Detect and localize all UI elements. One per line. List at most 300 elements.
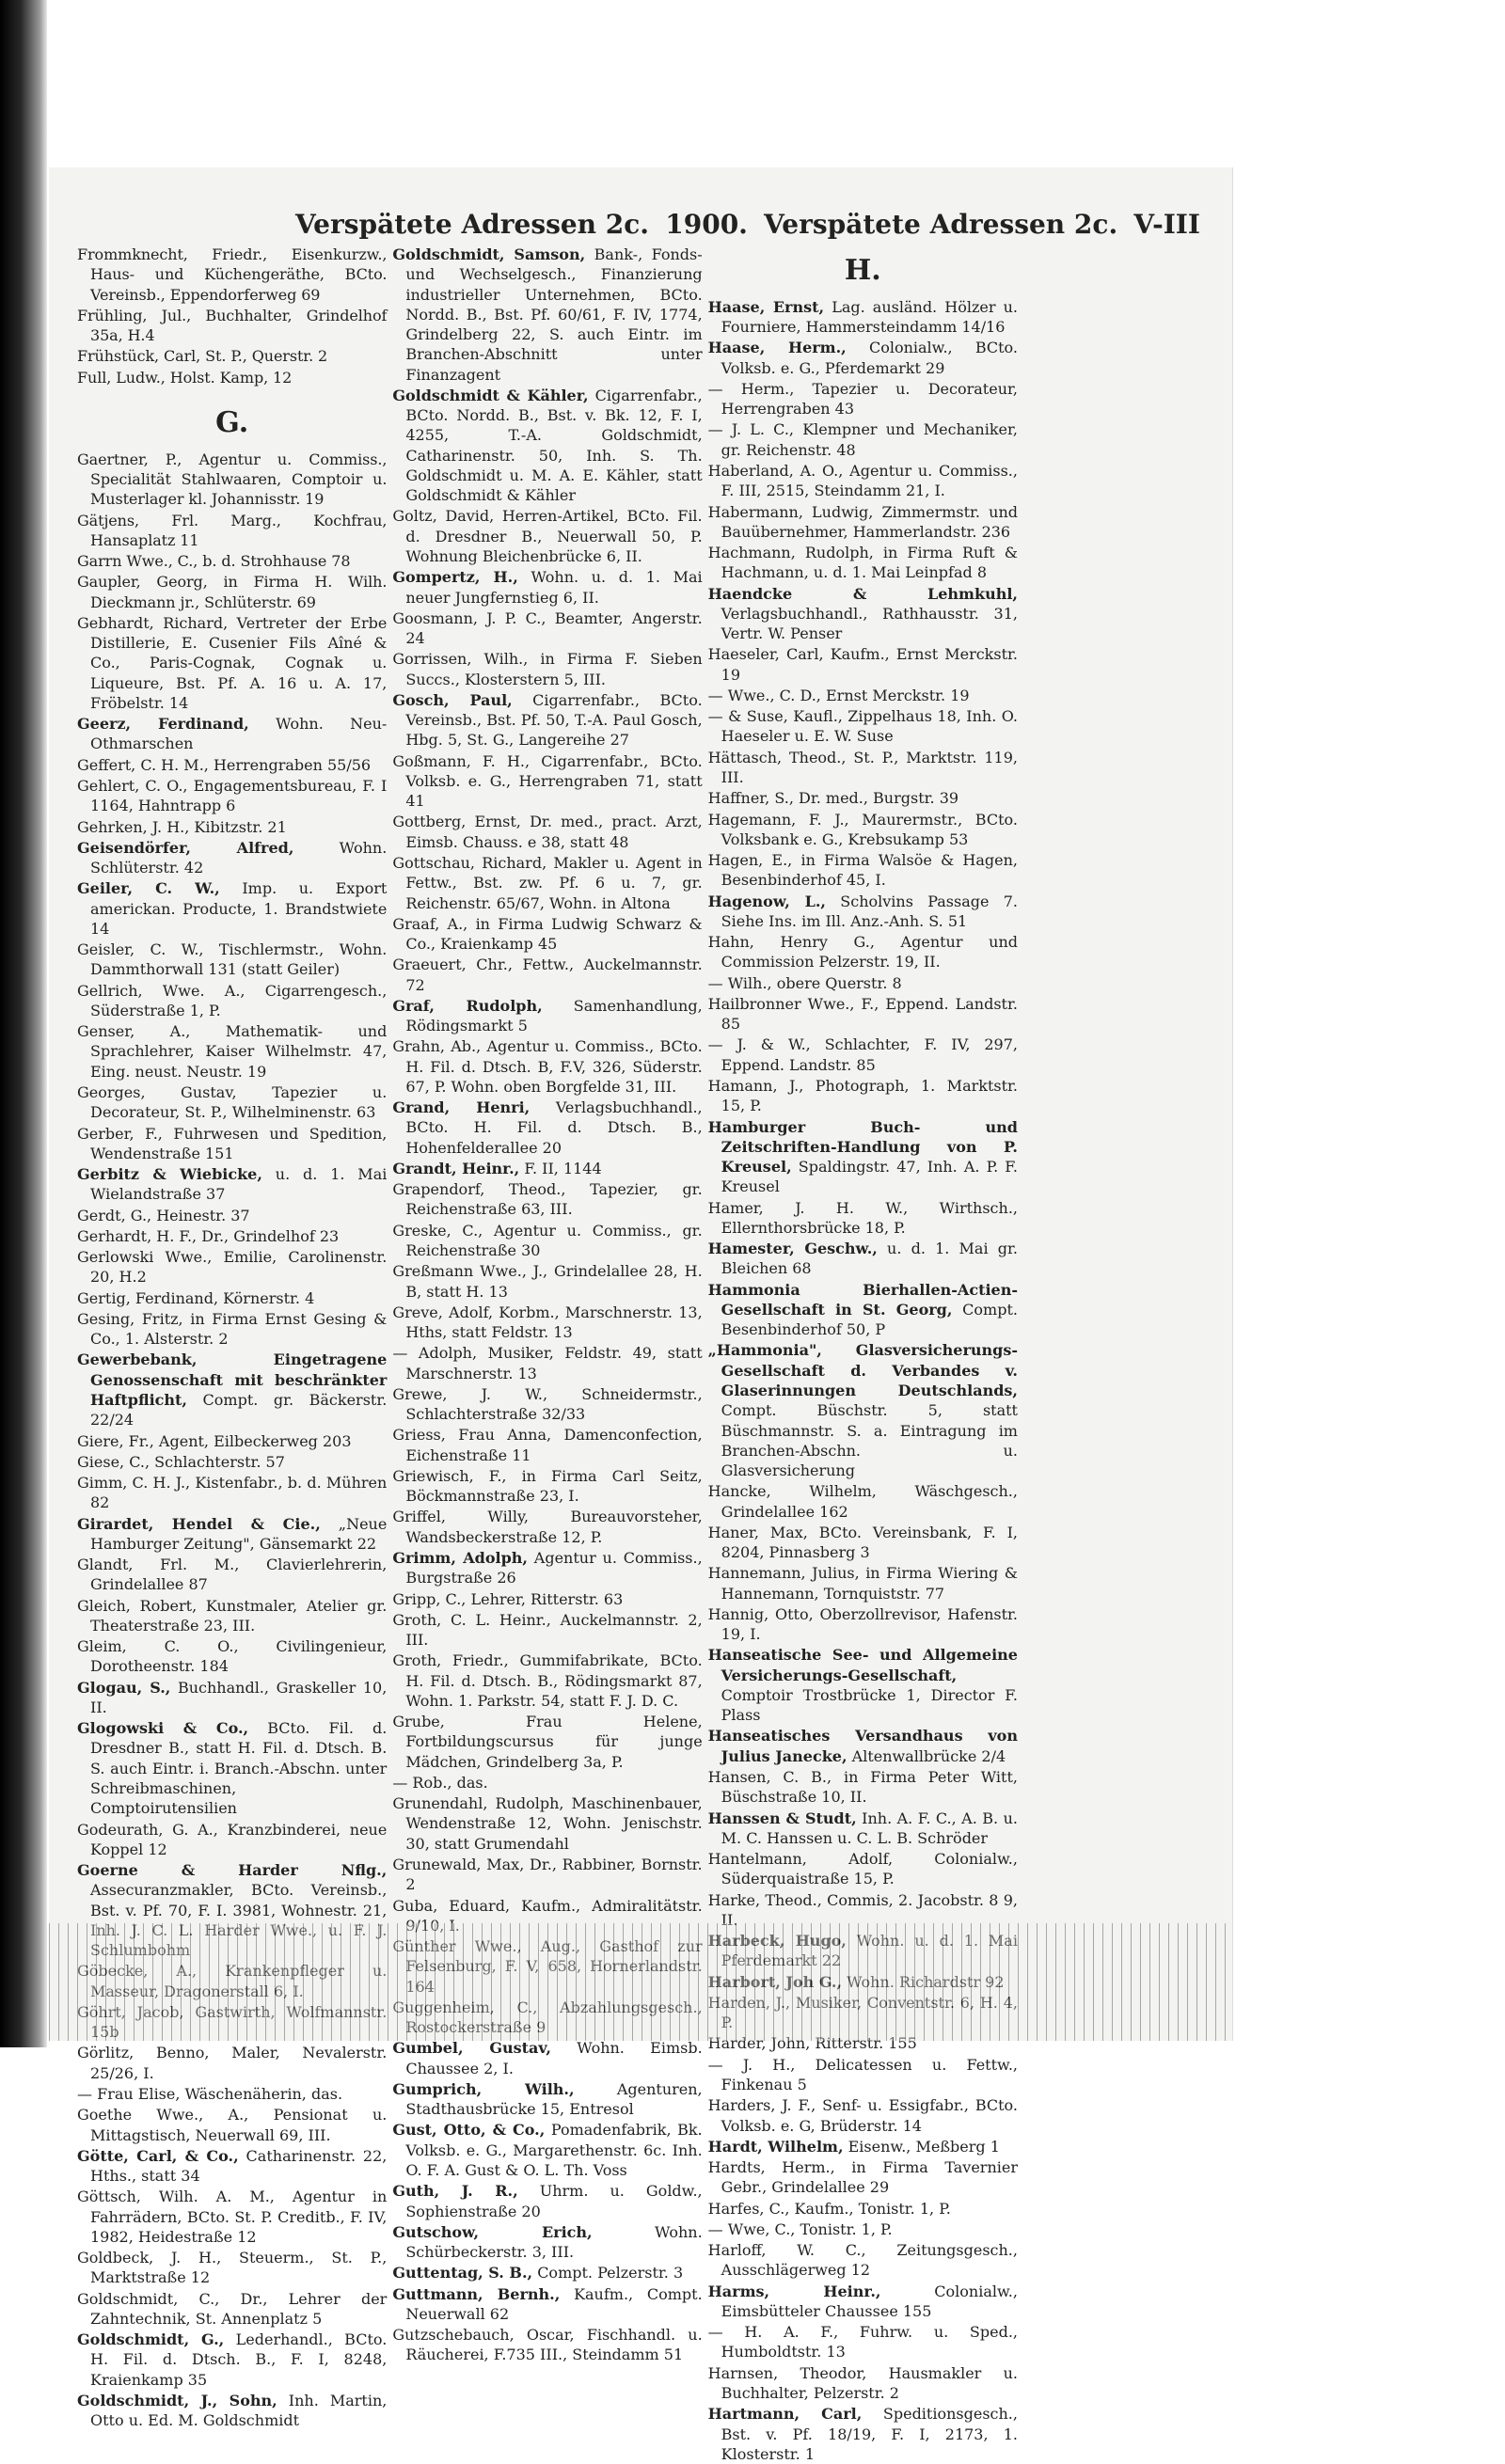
entry-name: Harfes, C., xyxy=(707,2199,790,2218)
entry-details: Krankenpfleger u. Masseur, Dragonerstall 6, I. xyxy=(90,1962,388,2000)
entry-details: St. P., Marktstr. 119, III. xyxy=(721,748,1018,786)
entry-details: Schneidermstr., Schlachterstraße 32/33 xyxy=(405,1384,703,1424)
entry-name: Gosch, Paul, xyxy=(392,690,513,709)
entry-details: Inh. A. F. C., A. B. u. M. C. Hanssen u. C. L. B. Schröder xyxy=(721,1809,1018,1847)
directory-entry xyxy=(708,1849,1018,1889)
entry-name: Harder, John, xyxy=(707,2034,811,2053)
directory-entry xyxy=(392,1303,702,1343)
entry-details: Cigarrengesch., Süderstraße 1, P. xyxy=(90,981,388,1019)
entry-details: in Firma Ludwig Schwarz & Co., Kraienkamp 45 xyxy=(405,914,703,954)
directory-entry xyxy=(392,1651,702,1711)
entry-name: — J. & W., xyxy=(707,1035,811,1054)
entry-details: Eisenw., Meßberg 1 xyxy=(848,2137,1000,2156)
directory-entry xyxy=(708,1523,1018,1563)
entry-name: Hamburger Buch- und Zeitschriften-Handlung von P. Kreusel, xyxy=(707,1117,1018,1177)
entry-details: Emilie, Carolinenstr. 20, H.2 xyxy=(90,1248,388,1287)
entry-details: Kibitzstr. 21 xyxy=(194,817,287,836)
directory-entry xyxy=(708,2095,1018,2136)
entry-name: Haase, Herm., xyxy=(707,339,847,357)
entry-name: Geffert, C. H. M., xyxy=(77,755,209,774)
entry-details: Wäschenäherin, das. xyxy=(184,2085,343,2103)
entry-name: Georges, Gustav, xyxy=(77,1082,237,1101)
entry-details: Gastwirth, Wolfmannstr. 15b xyxy=(90,2002,388,2042)
directory-entry xyxy=(77,714,387,754)
directory-page xyxy=(49,167,1233,2463)
entry-name: Gerdt, G., xyxy=(77,1206,152,1224)
directory-entry xyxy=(708,2322,1018,2362)
entry-details: Kochfrau, Hansaplatz 11 xyxy=(90,511,388,549)
entry-details: Dr. med., pract. Arzt, Eimsb. Chauss. e 38, statt 48 xyxy=(405,813,703,851)
entry-name: Grube, Frau Helene, xyxy=(392,1713,703,1731)
entry-details: in Firma H. Wilh. Dieckmann jr., Schlüterstr. 69 xyxy=(90,573,388,611)
directory-entry xyxy=(708,297,1018,338)
entry-details: Agent, Eilbeckerweg 203 xyxy=(158,1431,352,1450)
entry-name: Guggenheim, C., xyxy=(392,1998,538,2016)
directory-entry xyxy=(392,2325,702,2365)
entry-details: Wohn. Richardstr 92 xyxy=(847,1972,1005,1991)
entry-name: Griess, Frau Anna, xyxy=(392,1426,552,1445)
directory-entry xyxy=(77,2289,387,2330)
entry-details: Civilingenieur, Dorotheenstr. 184 xyxy=(90,1637,388,1676)
directory-entry xyxy=(77,1636,387,1677)
directory-entry xyxy=(708,379,1018,419)
page-number: V-III xyxy=(1133,208,1200,240)
directory-entry xyxy=(77,1021,387,1082)
entry-details: St. P., Querstr. 2 xyxy=(205,347,328,366)
entry-details: Cigarrenfabr., BCto. Volksb. e. G., Herrengraben 71, statt 41 xyxy=(405,751,703,811)
directory-entry xyxy=(708,1198,1018,1239)
directory-entry xyxy=(708,644,1018,685)
entry-name: Hahn, Henry G., xyxy=(707,933,875,952)
entry-details: Buchhalter, Grindelhof 35a, H.4 xyxy=(90,306,388,345)
directory-entry xyxy=(392,1098,702,1158)
entry-details: Speditionsgesch., Bst. v. Pf. 18/19, F. I, 2173, 1. Klosterstr. 1 xyxy=(721,2405,1018,2463)
entry-name: Hamann, J., xyxy=(707,1076,804,1095)
entry-details: „Neue Hamburger Zeitung", Gänsemarkt 22 xyxy=(90,1514,388,1553)
entry-details: Lederhandl., BCto. H. Fil. d. Dtsch. B., F. I, 8248, Kraienkamp 35 xyxy=(90,2330,388,2389)
entry-name: Guba, Eduard, xyxy=(392,1896,511,1915)
entry-name: Göhrt, Jacob, xyxy=(77,2002,184,2021)
entry-details: Wohn. Schlüterstr. 42 xyxy=(90,838,388,877)
entry-name: Grapendorf, Theod., xyxy=(392,1180,566,1199)
entry-details: Agentur in Fahrrädern, BCto. St. P. Creditb., F. IV, 1982, Heidestraße 12 xyxy=(90,2188,388,2246)
entry-name: Harders, J. F., xyxy=(707,2096,816,2115)
entry-name: Grunewald, Max, xyxy=(392,1855,525,1873)
entry-details: Tonistr. 1, P. xyxy=(800,2219,893,2238)
directory-entry xyxy=(392,914,702,955)
entry-name: Greve, Adolf, xyxy=(392,1303,494,1321)
entry-details: Wohn. Eimsb. Chaussee 2, I. xyxy=(405,2039,703,2077)
entry-name: Gutschow, Erich, xyxy=(392,2222,593,2241)
entry-details: obere Querstr. 8 xyxy=(776,973,902,992)
directory-entry xyxy=(77,1555,387,1595)
entry-details: Kaufm., Ernst Merckstr. 19 xyxy=(721,645,1018,684)
entry-details: Uhrm. u. Goldw., Sophienstraße 20 xyxy=(405,2182,703,2220)
directory-entry xyxy=(708,1239,1018,1279)
directory-entry xyxy=(77,1678,387,1718)
directory-entry xyxy=(392,1855,702,1895)
directory-entry xyxy=(77,450,387,510)
entry-details: Mathematik- und Sprachlehrer, Kaiser Wilhelmstr. 47, Eing. neust. Neustr. 19 xyxy=(90,1022,388,1081)
entry-details: Wohn. Neu-Othmarschen xyxy=(90,715,388,753)
entry-details: das. xyxy=(456,1773,488,1792)
entry-name: Goldschmidt, C., xyxy=(77,2289,220,2308)
entry-details: Kaufm., Admiralitätstr. 9/10, I. xyxy=(405,1896,703,1935)
directory-entry xyxy=(77,1288,387,1308)
entry-name: Guttmann, Bernh., xyxy=(392,2284,561,2303)
entry-name: Gertig, Ferdinand, xyxy=(77,1288,219,1307)
directory-entry xyxy=(708,1767,1018,1808)
entry-name: Gätjens, Frl. Marg., xyxy=(77,511,281,529)
directory-entry xyxy=(708,1726,1018,1766)
entry-name: Glandt, Frl. M., xyxy=(77,1556,240,1574)
directory-entry xyxy=(708,810,1018,850)
section-letter-h: H. xyxy=(844,254,881,287)
entry-name: Goldschmidt, J., Sohn, xyxy=(77,2391,277,2409)
entry-details: F. II, 1144 xyxy=(524,1159,602,1177)
entry-details: Colonialw., Eimsbütteler Chaussee 155 xyxy=(721,2282,1018,2320)
entry-details: BCto. Vereinsbank, F. I, 8204, Pinnasberg 3 xyxy=(721,1523,1018,1562)
directory-entry xyxy=(392,2120,702,2180)
entry-details: Dr., Grindelhof 23 xyxy=(201,1226,340,1245)
entry-details: in Firma Carl Seitz, Böckmannstraße 23, I. xyxy=(405,1466,703,1506)
entry-details: Assecuranzmakler, BCto. Vereinsb., Bst. v. Pf. 70, F. I. 3981, Wohnestr. 21, Inh. J. C. L. Harder Wwe., u. F. J. Schlumbohm xyxy=(90,1881,388,1960)
entry-details: Agentur u. Commiss., Burgstraße 26 xyxy=(405,1549,703,1587)
entry-name: Gumprich, Wilh., xyxy=(392,2079,575,2098)
directory-entry xyxy=(708,748,1018,788)
directory-entry xyxy=(77,776,387,816)
entry-name: Harms, Heinr., xyxy=(707,2282,881,2300)
directory-entry xyxy=(708,419,1018,460)
entry-name: „Hammonia", Glasversicherungs-Gesellschaft d. Verbandes v. Glaserinnungen Deutschlands, xyxy=(707,1341,1018,1399)
entry-details: Compt. Pelzerstr. 3 xyxy=(537,2264,684,2282)
entry-details: Kunstmaler, Atelier gr. Theaterstraße 23, III. xyxy=(90,1596,388,1635)
directory-entry xyxy=(708,584,1018,644)
entry-details: Dr., Lehrer der Zahntechnik, St. Annenplatz 5 xyxy=(90,2289,388,2328)
directory-entry xyxy=(392,1712,702,1772)
entry-name: Hachmann, Rudolph, xyxy=(707,544,874,562)
directory-entry xyxy=(392,996,702,1036)
directory-entry xyxy=(392,2263,702,2282)
entry-details: Maschinenbauer, Wendenstraße 12, Wohn. Jenischstr. 30, statt Grumendahl xyxy=(405,1794,703,1853)
entry-name: Garrn Wwe., C., xyxy=(77,552,198,571)
entry-name: Goltz, David, xyxy=(392,507,495,526)
entry-name: — H. A. F., xyxy=(707,2323,839,2342)
directory-entry xyxy=(708,1035,1018,1075)
entry-details: Catharinenstr. 22, Hths., statt 34 xyxy=(90,2146,388,2186)
entry-details: Buchhandl., Graskeller 10, II. xyxy=(90,1678,388,1716)
entry-name: Graaf, A., xyxy=(392,914,468,933)
directory-entry xyxy=(392,955,702,995)
directory-entry xyxy=(392,1343,702,1383)
entry-name: — Herm., xyxy=(707,379,795,398)
entry-details: Senf- u. Essigfabr., BCto. Volksb. e. G, Brüderstr. 14 xyxy=(721,2096,1018,2135)
directory-entry xyxy=(77,1350,387,1429)
entry-name: Grahn, Ab., xyxy=(392,1037,482,1056)
directory-entry xyxy=(77,511,387,551)
entry-details: Agenturen, Stadthausbrücke 15, Entresol xyxy=(405,2079,703,2119)
entry-details: Steuerm., St. P., Marktstraße 12 xyxy=(90,2249,388,2287)
entry-details: Lag. ausländ. Hölzer u. Fourniere, Hammersteindamm 14/16 xyxy=(721,297,1018,337)
entry-details: Körnerstr. 4 xyxy=(223,1288,315,1307)
entry-details: Kistenfabr., b. d. Mühren 82 xyxy=(90,1474,388,1512)
entry-details: in Firma Wiering & Hannemann, Tornquiststr. 77 xyxy=(721,1564,1018,1603)
directory-entry xyxy=(708,2219,1018,2239)
entry-details: Wohn. u. d. 1. Mai Pferdemarkt 22 xyxy=(721,1932,1018,1970)
entry-name: — Rob., xyxy=(392,1773,452,1792)
entry-name: Goldschmidt, Samson, xyxy=(392,245,586,263)
entry-name: Gumbel, Gustav, xyxy=(392,2039,551,2058)
directory-entry xyxy=(708,932,1018,972)
entry-details: Compt. Besenbinderhof 50, P xyxy=(721,1300,1018,1339)
entry-name: Hagenow, L., xyxy=(707,892,826,910)
directory-entry xyxy=(77,2391,387,2431)
entry-details: Gummifabrikate, BCto. H. Fil. d. Dtsch. B., Rödingsmarkt 87, Wohn. 1. Parkstr. 54, statt F. J. D. C. xyxy=(405,1651,703,1710)
directory-entry xyxy=(708,994,1018,1035)
entry-name: Groth, Friedr., xyxy=(392,1651,509,1670)
entry-name: Harke, Theod., xyxy=(707,1890,822,1909)
entry-name: Haffner, S., xyxy=(707,789,794,808)
entry-details: Musiker, Conventstr. 6, H. 4, P. xyxy=(721,1993,1018,2032)
entry-name: Hammonia Bierhallen-Actien-Gesellschaft in St. Georg, xyxy=(707,1280,1018,1319)
column-1 xyxy=(77,245,388,2430)
entry-name: Göttsch, Wilh. A. M., xyxy=(77,2188,275,2206)
entry-details: in Firma F. Sieben Succs., Klosterstern 5, III. xyxy=(405,650,703,688)
directory-entry xyxy=(77,2105,387,2145)
entry-name: Göbecke, A., xyxy=(77,1962,198,1981)
directory-entry xyxy=(392,608,702,649)
entry-name: Günther Wwe., Aug., xyxy=(392,1937,581,1956)
entry-details: Verlagsbuchhandl., Rathhausstr. 31, Vertr. W. Penser xyxy=(721,604,1018,643)
entry-details: u. d. 1. Mai gr. Bleichen 68 xyxy=(721,1240,1018,1278)
directory-entry xyxy=(708,2282,1018,2322)
entry-details: Auckelmannstr. 2, III. xyxy=(405,1610,703,1650)
directory-entry xyxy=(77,1226,387,1246)
column-2-entries xyxy=(392,245,702,2365)
entry-name: Hanseatische See- und Allgemeine Versicherungs-Gesellschaft, xyxy=(707,1646,1018,1684)
header-left-title: Verspätete Adressen 2c. xyxy=(295,208,650,240)
entry-details: Maurermstr., BCto. Volksbank e. G., Krebsukamp 53 xyxy=(721,810,1018,848)
entry-name: Hantelmann, Adolf, xyxy=(707,1850,894,1869)
entry-details: Inh. Martin, Otto u. Ed. M. Goldschmidt xyxy=(90,2391,388,2430)
entry-name: — Wwe., C. D., xyxy=(707,686,821,704)
entry-name: Gerber, F., xyxy=(77,1124,163,1143)
entry-details: Holst. Kamp, 12 xyxy=(169,368,293,387)
entry-name: Gleich, Robert, xyxy=(77,1596,198,1615)
entry-name: Harbeck, Hugo, xyxy=(707,1932,847,1951)
entry-details: Eisenkurzw., Haus- und Küchengeräthe, BCto. Vereinsb., Eppendorferweg 69 xyxy=(90,245,388,304)
entry-details: Makler u. Agent in Fettw., Bst. zw. Pf. 6 u. 7, gr. Reichenstr. 65/67, Wohn. in Altona xyxy=(405,853,703,912)
directory-entry xyxy=(77,1309,387,1350)
directory-entry xyxy=(392,1610,702,1651)
column-1-entries xyxy=(77,450,387,2431)
entry-details: Altenwallbrücke 2/4 xyxy=(851,1746,1006,1765)
entry-name: Goldschmidt & Kähler, xyxy=(392,386,589,404)
directory-entry xyxy=(708,461,1018,501)
entry-details: Herrengraben 55/56 xyxy=(213,755,372,774)
entry-name: Giere, Fr., xyxy=(77,1431,154,1450)
directory-entry xyxy=(392,386,702,506)
entry-name: — J. H., xyxy=(707,2055,796,2074)
entry-name: Haner, Max, xyxy=(707,1523,808,1541)
entry-details: Wohn. Schürbeckerstr. 3, III. xyxy=(405,2222,703,2262)
entry-name: Hanseatisches Versandhaus von Julius Janecke, xyxy=(707,1727,1018,1765)
directory-entry xyxy=(708,788,1018,808)
entry-name: Frühling, Jul., xyxy=(77,306,192,324)
entry-details: Pensionat u. Mittagstisch, Neuerwall 69, III. xyxy=(90,2106,388,2144)
directory-entry xyxy=(708,502,1018,543)
entry-name: Gewerbebank, Eingetragene Genossenschaft mit beschränkter Haftpflicht, xyxy=(77,1350,388,1409)
directory-entry xyxy=(392,812,702,852)
entry-details: Bank-, Fonds- und Wechselgesch., Finanzierung industrieller Unternehmen, BCto. Nordd. B., Bst. Pf. 60/61, F. IV, 1774, Grindelberg 22, S. auch Eintr. im Branchen-Abschnitt unter Finanzagent xyxy=(405,245,703,384)
entry-name: — Adolph, xyxy=(392,1344,478,1363)
directory-entry xyxy=(77,346,387,366)
entry-name: Geiler, C. W., xyxy=(77,879,220,898)
entry-name: Grand, Henri, xyxy=(392,1098,531,1117)
directory-entry xyxy=(708,2137,1018,2156)
entry-details: u. d. 1. Mai Wielandstraße 37 xyxy=(90,1165,388,1204)
directory-entry xyxy=(392,1179,702,1220)
directory-entry xyxy=(77,306,387,346)
entry-name: Gutzschebauch, Oscar, xyxy=(392,2326,575,2345)
entry-details: in Firma Tavernier Gebr., Grindelallee 29 xyxy=(721,2158,1018,2197)
entry-name: Gottberg, Ernst, xyxy=(392,813,521,831)
entry-name: Gehrken, J. H., xyxy=(77,817,190,836)
directory-entry xyxy=(708,686,1018,705)
entry-details: Hausmakler u. Buchhalter, Pelzerstr. 2 xyxy=(721,2363,1018,2402)
entry-details: Vertreter der Erbe Distillerie, E. Cusenier Fils Aîné & Co., Paris-Cognak, Cognak u. Liqueure, Bst. Pf. A. 16 u. A. 17, Fröbelstr. 14 xyxy=(90,613,388,712)
directory-entry xyxy=(77,245,387,305)
entry-name: Genser, A., xyxy=(77,1022,191,1041)
entry-details: Tischlermstr., Wohn. Dammthorwall 131 (statt Geiler) xyxy=(90,940,388,979)
entry-details: Ernst Merckstr. 19 xyxy=(825,686,970,704)
entry-details: Tapezier u. Decorateur, Herrengraben 43 xyxy=(721,379,1018,419)
directory-entry xyxy=(708,2240,1018,2281)
entry-details: Dr., Rabbiner, Bornstr. 2 xyxy=(405,1855,703,1894)
entry-details: Verlagsbuchhandl., BCto. H. Fil. d. Dtsch. B., Hohenfelderallee 20 xyxy=(405,1098,703,1157)
entry-name: Goerne & Harder Nflg., xyxy=(77,1861,388,1880)
entry-name: Giese, C., xyxy=(77,1452,150,1471)
entry-name: Gust, Otto, & Co., xyxy=(392,2121,546,2140)
entry-details: Agentur und Commission Pelzerstr. 19, II. xyxy=(721,933,1018,971)
entry-name: Hagen, E., xyxy=(707,851,793,870)
directory-entry xyxy=(392,1589,702,1609)
entry-name: Gimm, C. H. J., xyxy=(77,1474,191,1493)
entry-details: Wohn. u. d. 1. Mai neuer Jungfernstieg 6, II. xyxy=(405,568,703,607)
entry-name: Hamester, Geschw., xyxy=(707,1240,878,1258)
entry-name: Gripp, C., xyxy=(392,1589,467,1608)
directory-entry xyxy=(77,1473,387,1513)
directory-entry xyxy=(708,1117,1018,1197)
entry-details: Grindelallee 28, H. B, statt H. 13 xyxy=(405,1262,703,1301)
entry-name: Frühstück, Carl, xyxy=(77,347,201,366)
entry-details: Korbm., Marschnerstr. 13, Hths, statt Feldstr. 13 xyxy=(405,1303,703,1342)
entry-details: Agentur u. Commiss., Specialität Stahlwaaren, Comptoir u. Musterlager kl. Johannisstr. 19 xyxy=(90,450,388,509)
entry-name: Godeurath, G. A., xyxy=(77,1820,218,1839)
entry-details: Zeitungsgesch., Ausschlägerweg 12 xyxy=(721,2241,1018,2280)
directory-entry xyxy=(392,751,702,812)
directory-entry xyxy=(77,1514,387,1555)
directory-entry xyxy=(77,2187,387,2247)
directory-entry xyxy=(708,2199,1018,2219)
entry-details: Comptoir Trostbrücke 1, Director F. Plass xyxy=(721,1685,1018,1725)
entry-details: Tapezier, gr. Reichenstraße 63, III. xyxy=(405,1180,703,1219)
entry-details: Dr. med., Burgstr. 39 xyxy=(799,789,959,808)
entry-name: Frommknecht, Friedr., xyxy=(77,245,268,263)
directory-entry xyxy=(77,1820,387,1860)
entry-details: Scholvins Passage 7. Siehe Ins. im Ill. Anz.-Anh. S. 51 xyxy=(721,892,1018,930)
entry-name: Goosmann, J. P. C., xyxy=(392,608,547,627)
scan-rule-strip xyxy=(49,1923,1232,2041)
entry-name: Glogau, S., xyxy=(77,1678,171,1697)
entry-name: — Wwe, C., xyxy=(707,2219,796,2238)
directory-entry xyxy=(392,2222,702,2263)
directory-entry xyxy=(392,690,702,750)
scan-binding-edge xyxy=(0,0,47,2047)
entry-details: Kaufl., Zippelhaus 18, Inh. O. Haeseler u. E. W. Suse xyxy=(721,707,1018,746)
entry-details: Klempner und Mechaniker, gr. Reichenstr. 48 xyxy=(721,420,1018,459)
entry-name: Goldbeck, J. H., xyxy=(77,2249,222,2267)
entry-details: Agentur u. Commiss., BCto. H. Fil. d. Dtsch. B, F.V, 326, Süderstr. 67, P. Wohn. oben Borgfelde 31, III. xyxy=(405,1037,703,1096)
entry-details: Bureauvorsteher, Wandsbeckerstraße 12, P. xyxy=(405,1508,703,1546)
column-1-pre-entries xyxy=(77,245,387,387)
column-3 xyxy=(707,245,1018,2463)
entry-details: Fuhrwesen und Spedition, Wendenstraße 151 xyxy=(90,1124,388,1162)
entry-name: Groth, C. L. Heinr., xyxy=(392,1610,551,1629)
entry-name: Goldschmidt, G., xyxy=(77,2330,225,2349)
directory-entry xyxy=(708,850,1018,891)
directory-entry xyxy=(392,1159,702,1178)
entry-details: Wäschgesch., Grindelallee 162 xyxy=(721,1482,1018,1521)
entry-details: Beamter, Angerstr. 24 xyxy=(405,608,703,648)
entry-name: Haase, Ernst, xyxy=(707,297,825,316)
directory-entry xyxy=(392,2038,702,2078)
entry-name: Guth, J. R., xyxy=(392,2182,518,2201)
entry-details: Schlachter, F. IV, 297, Eppend. Landstr. 85 xyxy=(721,1035,1018,1074)
entry-name: — & Suse, xyxy=(707,707,788,726)
directory-entry xyxy=(77,2330,387,2390)
header-right-title: Verspätete Adressen 2c. xyxy=(764,208,1118,240)
directory-entry xyxy=(392,245,702,385)
directory-entry xyxy=(392,1261,702,1302)
directory-entry xyxy=(708,2363,1018,2404)
directory-entry xyxy=(77,1206,387,1225)
directory-entry xyxy=(77,1431,387,1451)
entry-details: Damenconfection, Eichenstraße 11 xyxy=(405,1426,703,1464)
directory-entry xyxy=(708,338,1018,378)
entry-name: Hagemann, F. J., xyxy=(707,810,849,829)
entry-details: Maler, Nevalerstr. 25/26, I. xyxy=(90,2044,388,2082)
entry-details: Cigarrenfabr., BCto. Nordd. B., Bst. v. Bk. 12, F. I, 4255, T.-A. Goldschmidt, Catharinenstr. 50, Inh. S. Th. Goldschmidt u. M. A. E. Kähler, statt Goldschmidt & Kähler xyxy=(405,386,703,505)
directory-entry xyxy=(77,838,387,878)
directory-entry xyxy=(708,2404,1018,2464)
directory-entry xyxy=(708,892,1018,932)
directory-entry xyxy=(392,567,702,608)
columns xyxy=(77,245,1018,2463)
entry-name: Hardts, Herm., xyxy=(707,2158,835,2177)
directory-entry xyxy=(77,1718,387,1818)
entry-name: Glogowski & Co., xyxy=(77,1719,249,1738)
entry-name: — J. L. C., xyxy=(707,420,794,439)
entry-name: Geisler, C. W., xyxy=(77,940,204,959)
running-header xyxy=(295,207,1200,241)
entry-details: Agentur u. Commiss., gr. Reichenstraße 30 xyxy=(405,1221,703,1260)
entry-name: Gesing, Fritz, xyxy=(77,1309,183,1328)
entry-details: Lehrer, Ritterstr. 63 xyxy=(470,1589,624,1608)
entry-details: Samenhandlung, Rödingsmarkt 5 xyxy=(405,996,703,1035)
entry-details: Fortbildungscursus für junge Mädchen, Grindelberg 3a, P. xyxy=(405,1732,703,1771)
entry-name: Grimm, Adolph, xyxy=(392,1549,528,1567)
